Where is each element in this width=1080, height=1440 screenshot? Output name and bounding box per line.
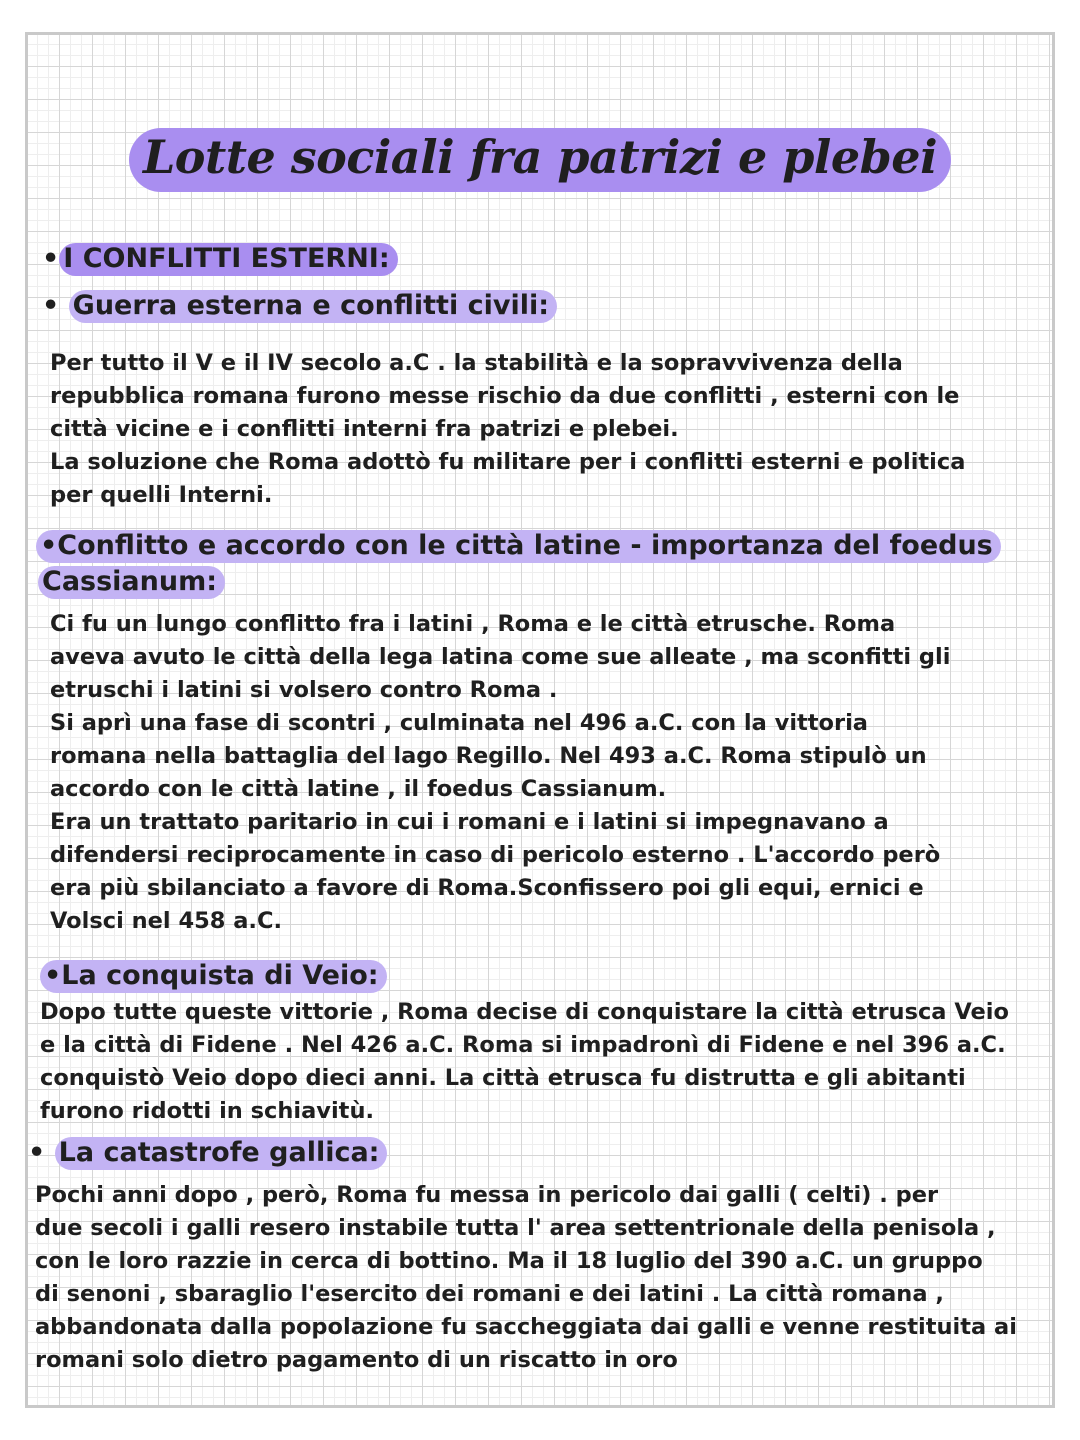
text-line: romana nella battaglia del lago Regillo. Nel 493 a.C. Roma stipulò un xyxy=(50,743,927,769)
text-line: Era un trattato paritario in cui i romani e i latini si impegnavano a xyxy=(50,809,889,835)
heading-conflitto-accordo-cont xyxy=(38,564,225,599)
page-title: Lotte sociali fra patrizi e plebei xyxy=(129,128,951,192)
text-line: La soluzione che Roma adottò fu militare per i conflitti esterni e politica xyxy=(50,449,966,475)
title-container xyxy=(0,128,1080,192)
heading-catastrofe-gallica xyxy=(28,1135,387,1170)
text-line: etruschi i latini si volsero contro Roma . xyxy=(50,677,558,703)
bullet-icon: • xyxy=(42,243,60,274)
text-line: romani solo dietro pagamento di un riscatto in oro xyxy=(35,1347,678,1373)
text-line: due secoli i galli resero instabile tutta l' area settentrionale della penisola , xyxy=(35,1215,996,1241)
heading-guerra-label: Guerra esterna e conflitti civili: xyxy=(69,290,557,323)
text-line: Ci fu un lungo conflitto fra i latini , Roma e le città etrusche. Roma xyxy=(50,611,896,637)
text-line: e la città di Fidene . Nel 426 a.C. Roma si impadronì di Fidene e nel 396 a.C. xyxy=(40,1032,1006,1058)
text-line: abbandonata dalla popolazione fu saccheggiata dai galli e venne restituita ai xyxy=(35,1314,1017,1340)
paragraph-veio xyxy=(40,996,1009,1128)
text-line: Si aprì una fase di scontri , culminata nel 496 a.C. con la vittoria xyxy=(50,710,868,736)
text-line: di senoni , sbaraglio l'esercito dei romani e dei latini . La città romana , xyxy=(35,1281,944,1307)
heading-veio-label: •La conquista di Veio: xyxy=(40,960,387,993)
text-line: Dopo tutte queste vittorie , Roma decise di conquistare la città etrusca Veio xyxy=(40,999,1009,1025)
heading-accordo-line1: •Conflitto e accordo con le città latine - importanza del foedus xyxy=(36,530,1001,563)
bullet-icon: • xyxy=(28,1137,46,1168)
text-line: aveva avuto le città della lega latina come sue alleate , ma sconfitti gli xyxy=(50,644,951,670)
heading-guerra-esterna xyxy=(42,288,557,323)
text-line: Volsci nel 458 a.C. xyxy=(50,908,283,934)
paragraph-guerra xyxy=(50,347,965,512)
heading-conflitti-esterni xyxy=(42,241,398,276)
text-line: difendersi reciprocamente in caso di pericolo esterno . L'accordo però xyxy=(50,842,941,868)
heading-conquista-veio xyxy=(40,958,387,993)
heading-conflitti-label: I CONFLITTI ESTERNI: xyxy=(59,243,397,276)
text-line: conquistò Veio dopo dieci anni. La città etrusca fu distrutta e gli abitanti xyxy=(40,1065,966,1091)
paragraph-accordo xyxy=(50,608,950,938)
heading-conflitto-accordo xyxy=(36,528,1001,563)
text-line: Per tutto il V e il IV secolo a.C . la stabilità e la sopravvivenza della xyxy=(50,350,903,376)
text-line: repubblica romana furono messe rischio da due conflitti , esterni con le xyxy=(50,383,960,409)
heading-accordo-line2: Cassianum: xyxy=(38,566,225,599)
text-line: con le loro razzie in cerca di bottino. Ma il 18 luglio del 390 a.C. un gruppo xyxy=(35,1248,983,1274)
text-line: furono ridotti in schiavitù. xyxy=(40,1098,375,1124)
heading-gallica-label: La catastrofe gallica: xyxy=(55,1137,388,1170)
text-line: Pochi anni dopo , però, Roma fu messa in pericolo dai galli ( celti) . per xyxy=(35,1182,939,1208)
bullet-icon: • xyxy=(42,290,60,321)
text-line: accordo con le città latine , il foedus Cassianum. xyxy=(50,776,667,802)
text-line: città vicine e i conflitti interni fra patrizi e plebei. xyxy=(50,416,679,442)
text-line: per quelli Interni. xyxy=(50,482,273,508)
paragraph-gallica xyxy=(35,1179,1017,1377)
text-line: era più sbilanciato a favore di Roma.Sconfissero poi gli equi, ernici e xyxy=(50,875,924,901)
